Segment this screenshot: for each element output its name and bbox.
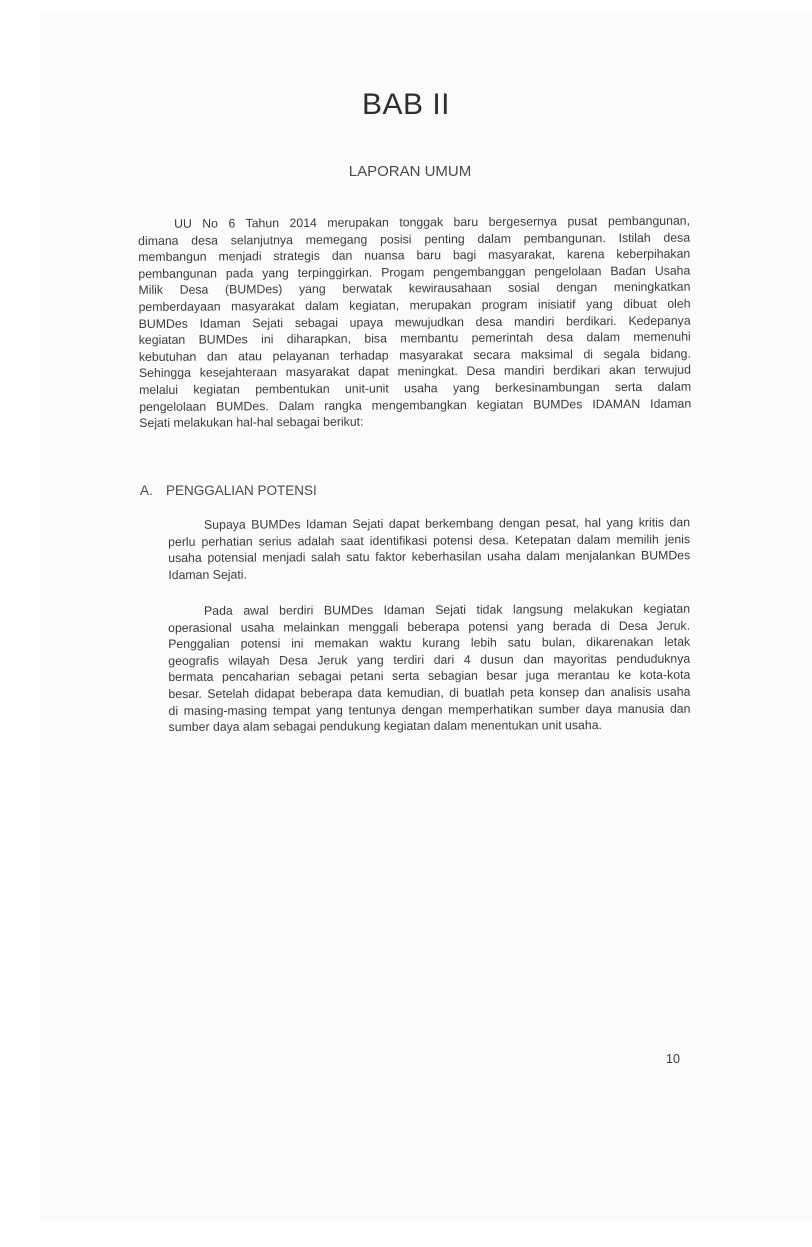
text-line: BUMDes Idaman Sejati sebagai upaya mewujudkan desa mandiri berdikari. Kedepanya [138, 313, 691, 331]
text-line: sumber daya alam sebagai pendukung kegiatan dalam menentukan unit usaha. [168, 718, 602, 735]
text-line: perlu perhatian serius adalah saat identifikasi potensi desa. Ketepatan dalam memilih jenis [168, 531, 691, 549]
text-line: pemberdayaan masyarakat dalam kegiatan, merupakan program inisiatif yang dibuat oleh [138, 296, 691, 314]
intro-paragraph [138, 213, 691, 432]
text-line: di masing-masing tempat yang tentunya dengan memperhatikan sumber daya manusia dan [168, 701, 691, 718]
text-line: Penggalian potensi ini memakan waktu kurang lebih satu bulan, dikarenakan letak [168, 634, 691, 652]
section-title: LAPORAN UMUM [348, 163, 472, 180]
text-line: Pada awal berdiri BUMDes Idaman Sejati tidak langsung melakukan kegiatan [204, 601, 691, 618]
text-line: usaha potensial menjadi salah satu faktor keberhasilan usaha dalam menjalankan BUMDes [168, 548, 691, 566]
section-heading-text: PENGGALIAN POTENSI [166, 483, 317, 498]
text-line: kegiatan BUMDes ini diharapkan, bisa membantu pemerintah desa dalam memenuhi [138, 329, 691, 348]
text-line: melalui kegiatan pembentukan unit-unit usaha yang berkesinambungan serta dalam [139, 379, 692, 397]
section-a-paragraph-1 [168, 514, 690, 583]
text-line: Sejati melakukan hal-hal sebagai berikut: [139, 414, 364, 431]
section-a-heading [140, 483, 317, 498]
text-line: Sehingga kesejahteraan masyarakat dapat meningkat. Desa mandiri berdikari akan terwujud [138, 362, 691, 381]
text-line: geografis wilayah Desa Jeruk yang terdiri dari 4 dusun dan mayoritas penduduknya [168, 651, 691, 668]
text-line: pengelolaan BUMDes. Dalam rangka mengembangkan kegiatan BUMDes IDAMAN Idaman [139, 396, 692, 414]
text-line: besar. Setelah didapat beberapa data kemudian, di buatlah peta konsep dan analisis usaha [168, 684, 691, 701]
text-line: pembangunan pada yang terpinggirkan. Progam pengembanggan pengelolaan Badan Usaha [138, 263, 691, 281]
text-line: Milik Desa (BUMDes) yang berwatak kewirausahaan sosial dengan meningkatkan [138, 280, 691, 298]
text-line: dimana desa selanjutnya memegang posisi penting dalam pembangunan. Istilah desa [138, 230, 691, 248]
text-line: UU No 6 Tahun 2014 merupakan tonggak baru bergesernya pusat pembangunan, [174, 213, 691, 231]
text-line: kebutuhan dan atau pelayanan terhadap masyarakat secara maksimal di segala bidang. [138, 346, 691, 364]
text-line: Supaya BUMDes Idaman Sejati dapat berkembang dengan pesat, hal yang kritis dan [204, 515, 691, 532]
section-letter: A. [140, 483, 153, 498]
text-line: Idaman Sejati. [168, 567, 247, 582]
text-line: membangun menjadi strategis dan nuansa baru bagi masyarakat, karena keberpihakan [138, 246, 691, 265]
page-number: 10 [666, 1052, 680, 1066]
section-a-paragraph-2 [168, 601, 691, 736]
text-line: operasional usaha melainkan menggali beberapa potensi yang berada di Desa Jeruk. [168, 618, 691, 635]
chapter-title: BAB II [361, 88, 451, 121]
text-line: bermata pencaharian sebagai petani serta sebagian besar juga merantau ke kota-kota [168, 668, 691, 685]
